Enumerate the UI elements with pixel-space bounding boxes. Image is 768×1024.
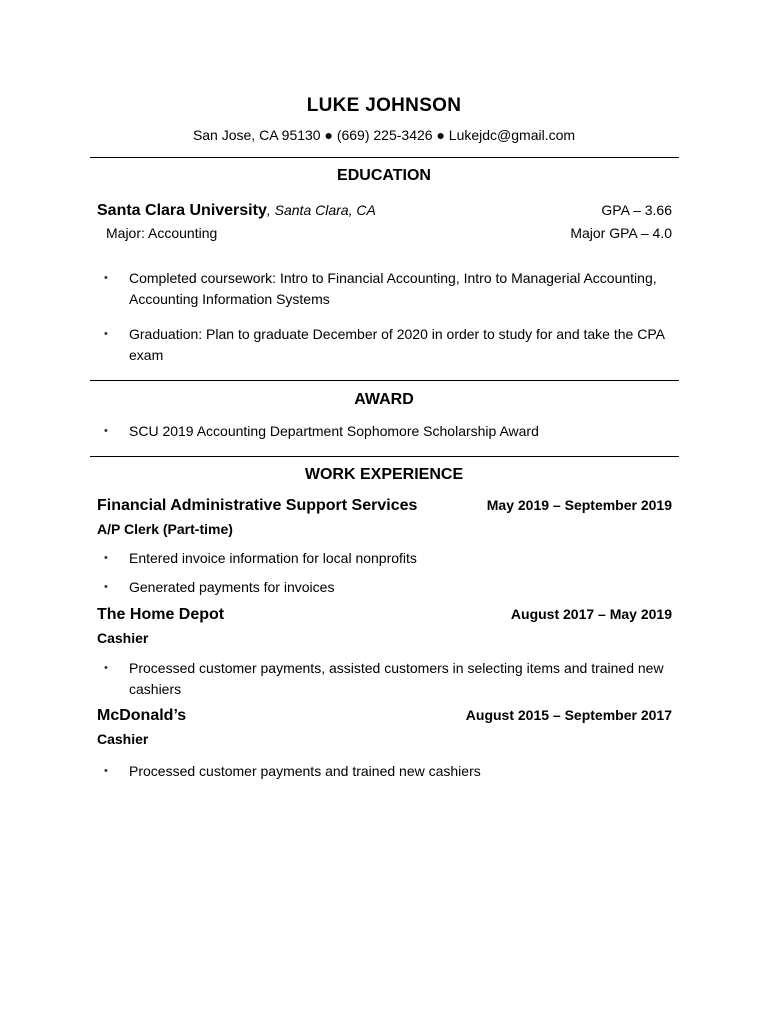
school-location: , Santa Clara, CA <box>266 202 376 218</box>
company-name: The Home Depot <box>97 606 225 623</box>
list-item-text: Generated payments for invoices <box>129 579 335 595</box>
company-name: Financial Administrative Support Services <box>97 497 418 514</box>
school-entry <box>97 202 376 220</box>
job-role: Cashier <box>97 731 149 747</box>
job-role: A/P Clerk (Part-time) <box>97 521 233 537</box>
divider <box>90 157 679 158</box>
list-item-text: Processed customer payments and trained new cashiers <box>129 763 481 779</box>
bullet-icon: • <box>104 272 108 284</box>
list-item-text: Processed customer payments, assisted customers in selecting items and trained new cashiers <box>129 660 664 697</box>
bullet-icon: • <box>104 581 108 593</box>
employment-dates: August 2017 – May 2019 <box>510 606 672 622</box>
job-header <box>97 497 672 519</box>
major-gpa: Major GPA – 4.0 <box>570 225 672 241</box>
divider <box>90 456 679 457</box>
list-item-text: SCU 2019 Accounting Department Sophomore Scholarship Award <box>129 423 539 439</box>
education-heading: EDUCATION <box>337 167 431 184</box>
gpa: GPA – 3.66 <box>601 202 672 218</box>
school-name: Santa Clara University <box>97 202 267 219</box>
list-item-text: Completed coursework: Intro to Financial Accounting, Intro to Managerial Accounting, Accounting Information Systems <box>129 270 657 307</box>
contact-info: San Jose, CA 95130 ● (669) 225-3426 ● Lukejdc@gmail.com <box>192 127 576 143</box>
company-name: McDonald’s <box>97 707 187 724</box>
bullet-icon: • <box>104 328 108 340</box>
bullet-icon: • <box>104 662 108 674</box>
list-item-text: Graduation: Plan to graduate December of 2020 in order to study for and take the CPA exam <box>129 326 665 363</box>
major-row <box>106 225 672 247</box>
divider <box>90 380 679 381</box>
job-header <box>97 707 672 729</box>
school-row <box>97 202 672 224</box>
bullet-icon: • <box>104 765 108 777</box>
candidate-name: LUKE JOHNSON <box>306 95 462 116</box>
job-header <box>97 606 672 628</box>
bullet-icon: • <box>104 425 108 437</box>
employment-dates: May 2019 – September 2019 <box>486 497 672 513</box>
job-role: Cashier <box>97 630 149 646</box>
major: Major: Accounting <box>106 225 218 241</box>
work-experience-heading: WORK EXPERIENCE <box>304 466 464 483</box>
award-heading: AWARD <box>354 391 414 408</box>
employment-dates: August 2015 – September 2017 <box>465 707 672 723</box>
bullet-icon: • <box>104 552 108 564</box>
list-item-text: Entered invoice information for local nonprofits <box>129 550 417 566</box>
